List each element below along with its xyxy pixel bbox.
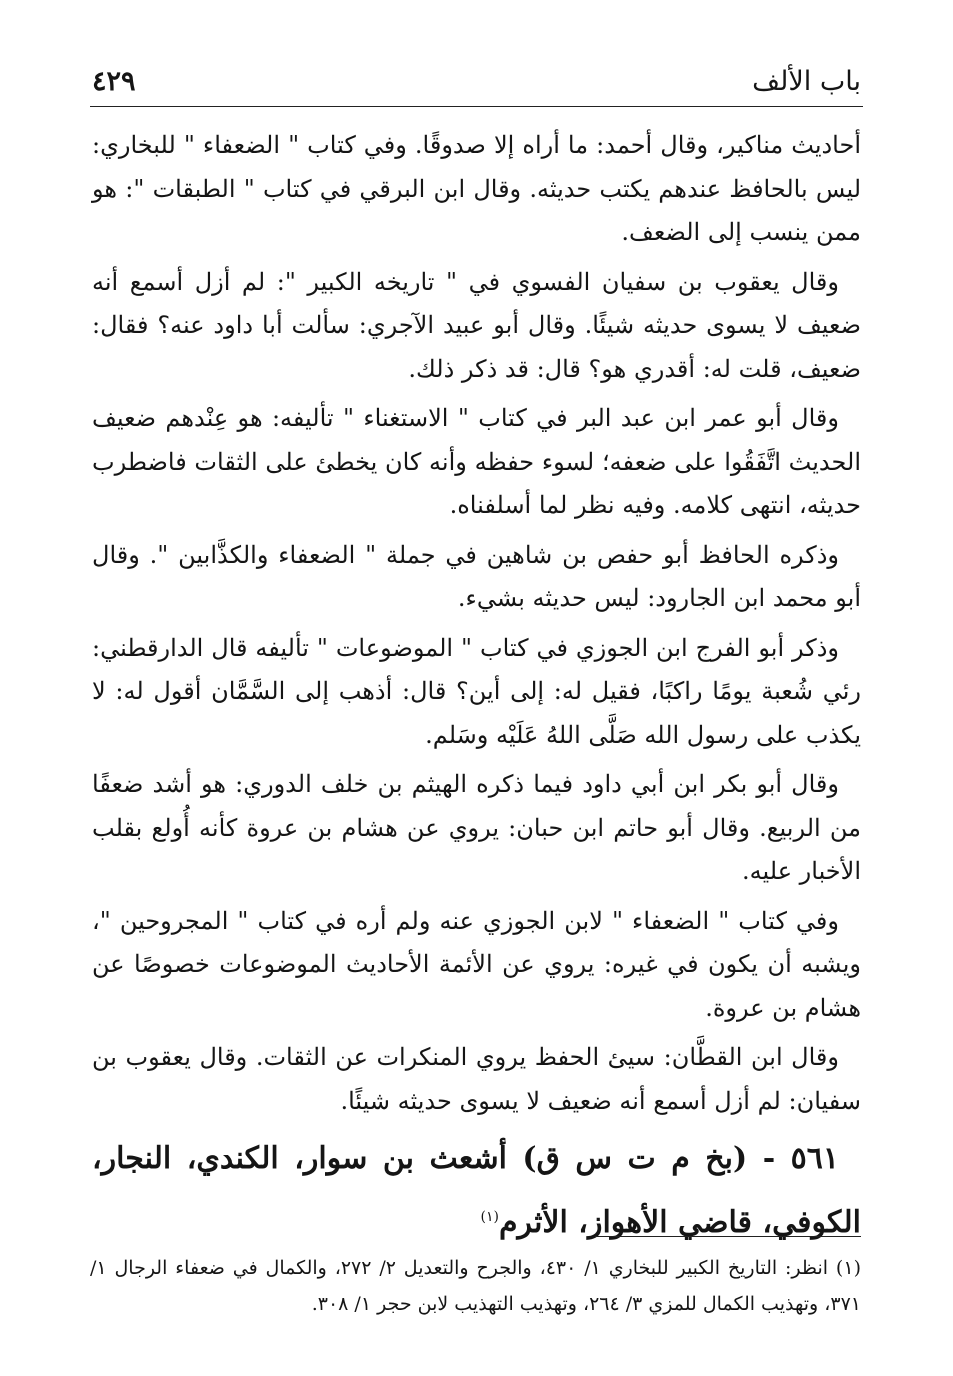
footnote-marker: (١) — [480, 1209, 499, 1225]
footnotes — [90, 1250, 861, 1322]
paragraph: أحاديث مناكير، وقال أحمد: ما أراه إلا صدوقًا. وفي كتاب " الضعفاء " للبخاري: ليس بالحافظ عندهم يكتب حديثه. وقال ابن البرقي في كتاب " الطبقات ": هو ممن ينسب إلى الضعف. — [92, 131, 861, 246]
entry-heading-text: ٥٦١ - (بخ م ت س ق) أشعث بن سوار، الكندي، النجار، الكوفي، قاضي الأهواز، الأثرم — [92, 1141, 861, 1240]
paragraph: وقال أبو عمر ابن عبد البر في كتاب " الاستغناء " تأليفه: هو عِنْدهم ضعيف الحديث اتَّفَقُوا على ضعفه؛ لسوء حفظه وأنه كان يخطئ على الثقات فاضطرب حديثه، انتهى كلامه. وفيه نظر لما أسلفناه. — [92, 404, 861, 519]
paragraph: وقال ابن القطَّان: سيئ الحفظ يروي المنكرات عن الثقات. وقال يعقوب بن سفيان: لم أزل أسمع أنه ضعيف لا يسوى حديثه شيئًا. — [92, 1043, 861, 1115]
footnote: (١) انظر: التاريخ الكبير للبخاري ١/ ٤٣٠، والجرح والتعديل ٢/ ٢٧٢، والكمال في ضعفاء الرجال ١/ ٣٧١، وتهذيب الكمال للمزي ٣/ ٢٦٤، وتهذيب التهذيب لابن حجر ١/ ٣٠٨. — [90, 1257, 861, 1315]
header-rule — [90, 106, 863, 107]
paragraph: وقال يعقوب بن سفيان الفسوي في " تاريخه الكبير ": لم أزل أسمع أنه ضعيف لا يسوى حديثه شيئًا. وقال أبو عبيد الآجري: سألت أبا داود عنه؟ فقال: ضعيف، قلت له: أقدري هو؟ قال: قد ذكر ذلك. — [92, 267, 861, 383]
paragraph: وفي كتاب " الضعفاء " لابن الجوزي عنه ولم أره في كتاب " المجروحين "، ويشبه أن يكون في غيره: يروي عن الأئمة الأحاديث الموضوعات خصوصًا عن هشام بن عروة. — [92, 906, 861, 1022]
page-number: ٤٢٩ — [92, 66, 136, 97]
running-header — [92, 62, 861, 102]
paragraph: وذكر أبو الفرج ابن الجوزي في كتاب " الموضوعات " تأليفه قال الدارقطني: رئي شُعبة يومًا راكبًا، فقيل له: إلى أين؟ قال: أذهب إلى السَّمَّان أقول له: لا يكذب على رسول الله صَلَّى اللهُ عَلَيْه وسَلم. — [92, 633, 861, 749]
entry-heading — [92, 1129, 861, 1252]
main-text — [92, 124, 861, 1252]
paragraph: وقال أبو بكر ابن أبي داود فيما ذكره الهيثم بن خلف الدوري: هو أشد ضعفًا من الربيع. وقال أبو حاتم ابن حبان: يروي عن هشام بن عروة كأنه أُولع بقلب الأخبار عليه. — [92, 770, 861, 885]
footnote-rule — [595, 1236, 861, 1237]
paragraph: وذكره الحافظ أبو حفص بن شاهين في جملة " الضعفاء والكذَّابين ". وقال أبو محمد ابن الجارود: ليس حديثه بشيء. — [92, 540, 861, 612]
section-title: باب الألف — [752, 66, 861, 97]
